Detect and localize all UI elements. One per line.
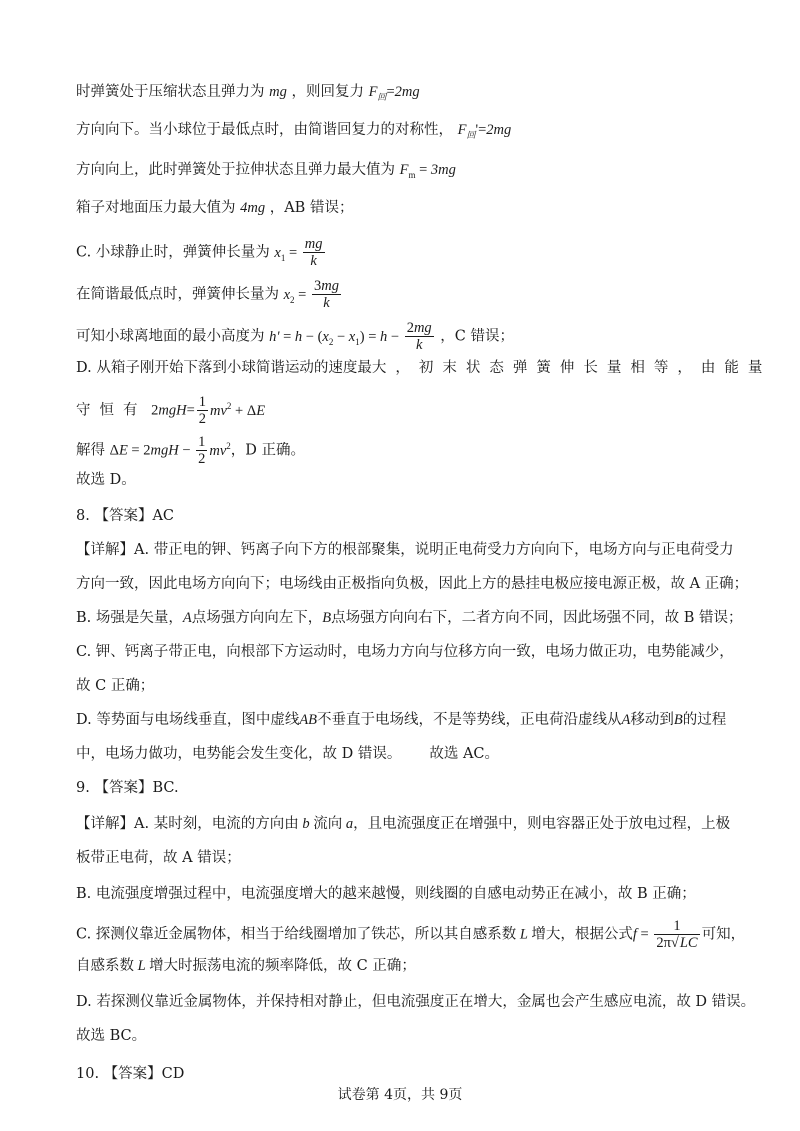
- formula: mg: [269, 84, 287, 100]
- formula: 2mgH=: [151, 402, 195, 419]
- text-line: 中，电场力做功，电势能会发生变化，故 D 错误。 故选 AC。: [76, 746, 500, 762]
- text-line: 方向一致，因此电场方向向下；电场线由正极指向负极，因此上方的悬挂电极应接电源正极，故 A 正确；: [76, 576, 749, 592]
- formula: ΔE = 2mgH −: [109, 442, 195, 459]
- text-line: D. 等势面与电场线垂直，图中虚线AB不垂直于电场线，不是等势线，正电荷沿虚线从A移动到B的过程: [76, 712, 727, 728]
- text-line: 在简谐最低点时，弹簧伸长量为 $x_2$ = $\frac{3mg}{k}$: [76, 278, 339, 311]
- text-line: D. 若探测仪靠近金属物体，并保持相对静止，但电流强度正在增大，金属也会产生感应电流，故 D 错误。: [76, 994, 756, 1010]
- text-line: D. 从箱子刚开始下落到小球简谐运动的速度最大，初末状态弹簧伸长量相等，由能量: [76, 360, 772, 376]
- fraction: $\frac{2mg}{k}$: [406, 320, 432, 353]
- text-line: B. 场强是矢量，A点场强方向向左下，B点场强方向向右下，二者方向不同，因此场强不同，故 B 错误；: [76, 610, 743, 626]
- text-line: 板带正电荷，故 A 错误；: [76, 850, 241, 866]
- formula: $F_m = 3mg$: [399, 162, 456, 180]
- text-line: 故选 D。: [76, 472, 136, 488]
- text-line: 【详解】A. 某时刻，电流的方向由 b 流向 a，且电流强度正在增强中，则电容器正处于放电过程，上极: [76, 816, 731, 832]
- text-line: 故 C 正确；: [76, 678, 155, 694]
- formula: $F_回'=2mg$: [457, 122, 512, 140]
- text-line: 故选 BC。: [76, 1028, 147, 1044]
- fraction: $\frac{mg}{k}$: [304, 236, 323, 269]
- text-line: 解得 ΔE = 2mgH − $\frac{1}{2}$ $mv^2$，D 正确。: [76, 434, 306, 467]
- text-line: 自感系数 L 增大时振荡电流的频率降低，故 C 正确；: [76, 958, 416, 974]
- text-line: 8. 【答案】AC: [76, 508, 175, 524]
- fraction: $\frac{3mg}{k}$: [313, 278, 339, 311]
- text-line: C. 钾、钙离子带正电，向根部下方运动时，电场力方向与位移方向一致，电场力做正功，电势能减少，: [76, 644, 734, 660]
- text-line: 方向向上，此时弹簧处于拉伸状态且弹力最大值为 $F_m = 3mg$: [76, 162, 456, 180]
- formula: $h' = h - (x_2 - x_1) = h$ −: [269, 328, 403, 347]
- formula: $F_回=2mg$: [368, 84, 420, 102]
- formula: $x_1$ =: [274, 244, 301, 263]
- fraction: $\frac{1}{2\pi√LC}$: [656, 918, 698, 951]
- fraction: $\frac{1}{2}$: [198, 394, 206, 427]
- text-line: 方向向下。当小球位于最低点时，由简谐回复力的对称性， $F_回'=2mg$: [76, 122, 512, 140]
- text-line: 9. 【答案】BC.: [76, 780, 179, 796]
- text-line: 箱子对地面压力最大值为 4mg ，AB 错误；: [76, 200, 354, 216]
- text-line: 时弹簧处于压缩状态且弹力为 mg ，则回复力 $F_回=2mg$: [76, 84, 420, 102]
- text-line: 可知小球离地面的最小高度为 $h' = h - (x_2 - x_1) = h$ − $\frac{2mg}{k}$ ，C 错误；: [76, 320, 514, 353]
- page-footer: 试卷第 4页，共 9页: [337, 1087, 463, 1103]
- text-line: B. 电流强度增强过程中，电流强度增大的越来越慢，则线圈的自感电动势正在减小，故 B 正确；: [76, 886, 696, 902]
- text-line: C. 探测仪靠近金属物体，相当于给线圈增加了铁芯，所以其自感系数 L 增大，根据公式f = $\frac{1}{2\pi√LC}$ 可知，: [76, 918, 746, 951]
- text-line: 【详解】A. 带正电的钾、钙离子向下方的根部聚集，说明正电荷受力方向向下，电场方向与正电荷受力: [76, 542, 734, 558]
- text-line: 守恒有 2mgH= $\frac{1}{2}$ $mv^2 + \Delta E$: [76, 394, 266, 427]
- fraction: $\frac{1}{2}$: [198, 434, 206, 467]
- text-line: C. 小球静止时，弹簧伸长量为 $x_1$ = $\frac{mg}{k}$: [76, 236, 323, 269]
- text-line: 10. 【答案】CD: [76, 1066, 185, 1082]
- formula: $x_2$ =: [283, 286, 310, 305]
